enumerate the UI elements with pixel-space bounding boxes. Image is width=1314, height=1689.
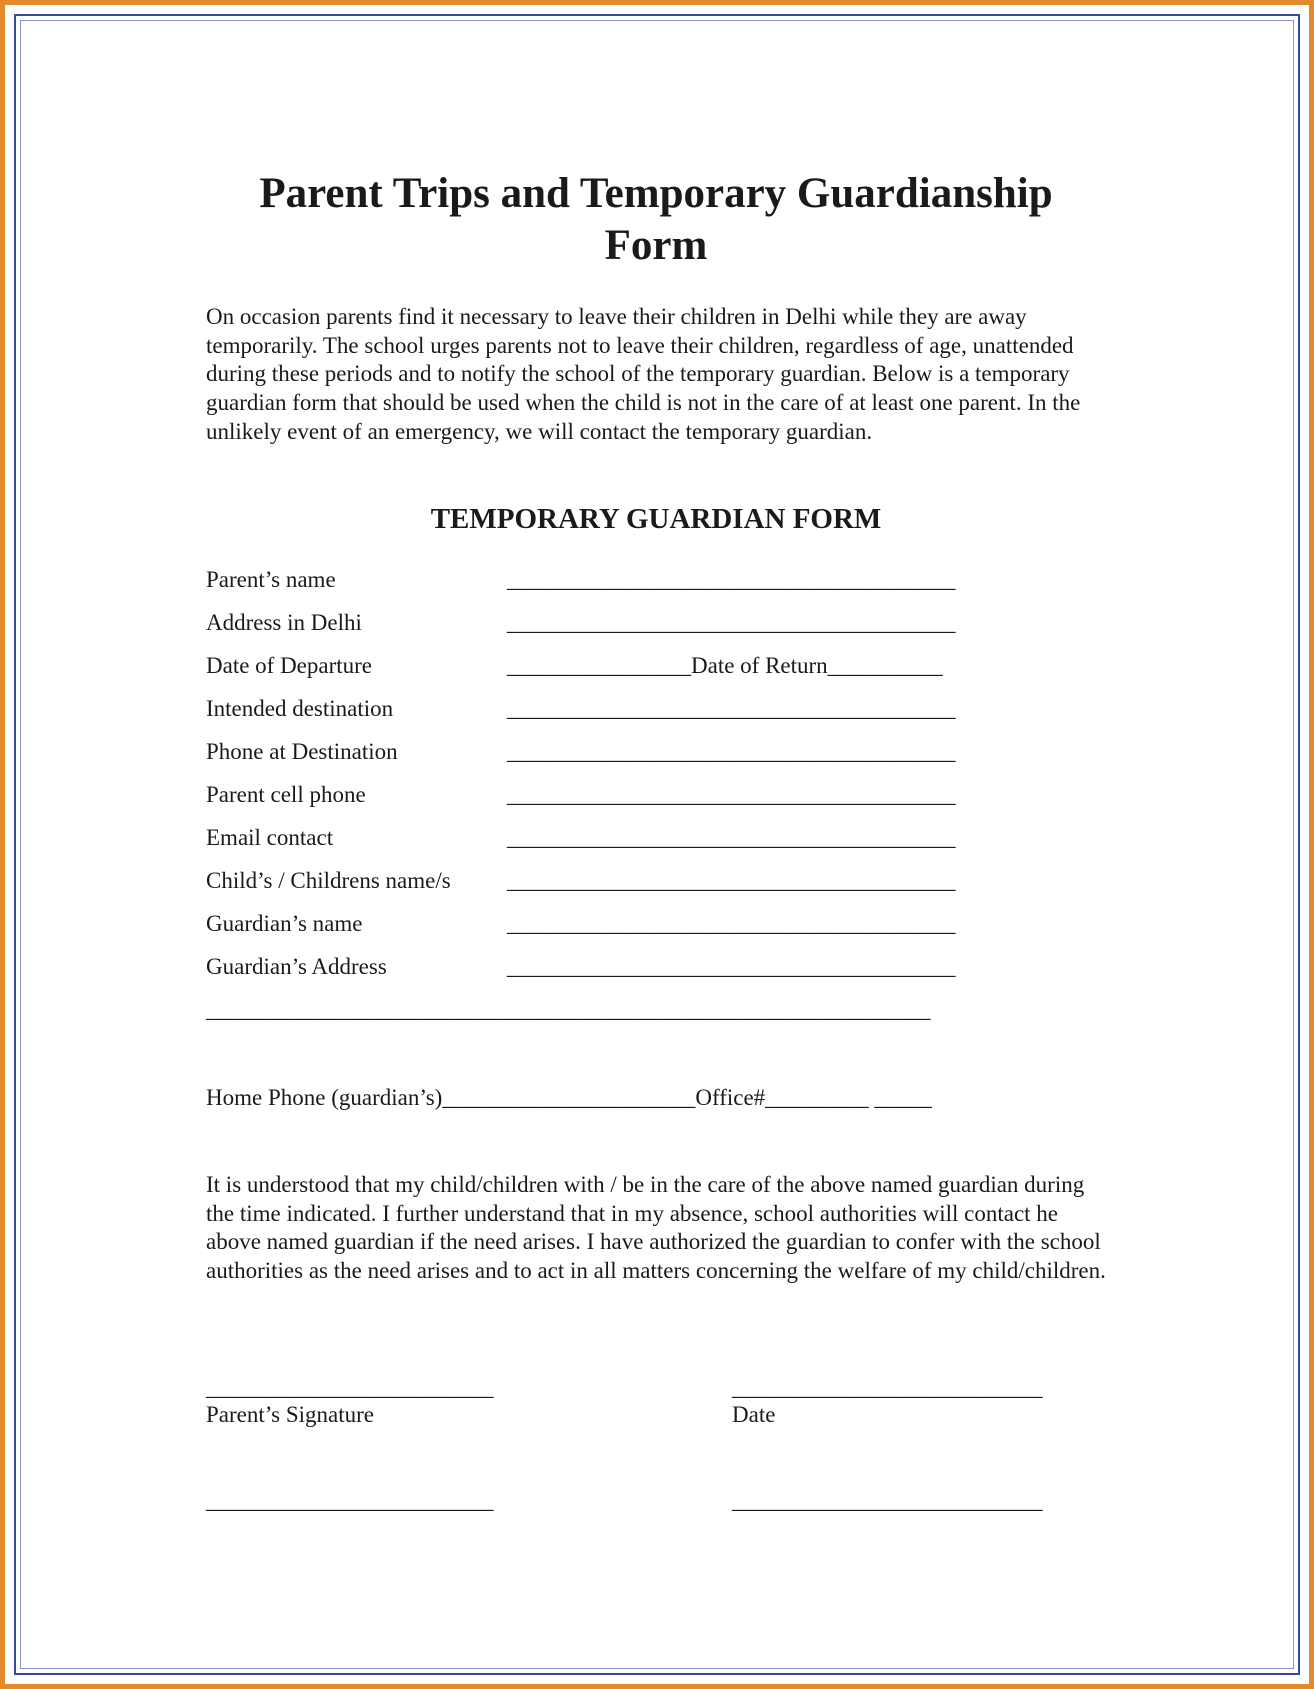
field-label: Guardian’s Address [206, 954, 387, 979]
field-label: Guardian’s name [206, 911, 363, 936]
departure-return-blank[interactable]: ________________Date of Return__________ [507, 653, 943, 678]
extra-signature-blank-right[interactable]: ___________________________ [732, 1488, 1043, 1513]
guardian-address-blank[interactable]: _______________________________________ [507, 954, 956, 979]
parent-signature-label: Parent’s Signature [206, 1402, 374, 1427]
parent-name-blank[interactable]: _______________________________________ [507, 567, 956, 592]
field-label: Address in Delhi [206, 610, 362, 635]
parent-signature-blank[interactable]: _________________________ [206, 1375, 494, 1400]
field-label: Child’s / Childrens name/s [206, 868, 451, 893]
intended-destination-blank[interactable]: _______________________________________ [507, 696, 956, 721]
field-label: Email contact [206, 825, 334, 850]
intro-paragraph: On occasion parents find it necessary to leave their children in Delhi while they are away temporarily. The school urges parents not to leave their children, regardless of age, unattended during these periods and to notify the school of the temporary guardian. Below is a temporary guardian form that should be used when the child is not in the care of at least one parent. In the unlikely event of an emergency, we will contact the temporary guardian. [206, 304, 1081, 444]
parent-cell-phone-blank[interactable]: _______________________________________ [507, 782, 956, 807]
guardian-phone-line[interactable]: Home Phone (guardian’s)______________________Office#_________ _____ [206, 1085, 932, 1110]
field-label: Parent cell phone [206, 782, 366, 807]
children-names-blank[interactable]: _______________________________________ [507, 868, 956, 893]
date-blank[interactable]: ___________________________ [732, 1375, 1043, 1400]
form-heading: TEMPORARY GUARDIAN FORM [430, 503, 882, 535]
extra-signature-blank-left[interactable]: _________________________ [206, 1488, 494, 1513]
field-label: Intended destination [206, 696, 394, 721]
email-contact-blank[interactable]: _______________________________________ [507, 825, 956, 850]
date-label: Date [732, 1402, 776, 1427]
address-in-delhi-blank[interactable]: _______________________________________ [507, 610, 956, 635]
guardian-name-blank[interactable]: _______________________________________ [507, 911, 956, 936]
phone-at-destination-blank[interactable]: _______________________________________ [507, 739, 956, 764]
guardian-address-continuation-blank[interactable]: _______________________________________________________________ [206, 997, 931, 1022]
field-label: Phone at Destination [206, 739, 398, 764]
page-title: Parent Trips and Temporary Guardianship Form [259, 170, 1053, 269]
consent-paragraph: It is understood that my child/children with / be in the care of the above named guardian during the time indicated. I further understand that in my absence, school authorities will contact he above named guardian if the need arises. I have authorized the guardian to confer with the school authorities as the need arises and to act in all matters concerning the welfare of my child/children. [206, 1172, 1106, 1284]
field-label: Parent’s name [206, 567, 336, 592]
field-label: Date of Departure [206, 653, 373, 678]
